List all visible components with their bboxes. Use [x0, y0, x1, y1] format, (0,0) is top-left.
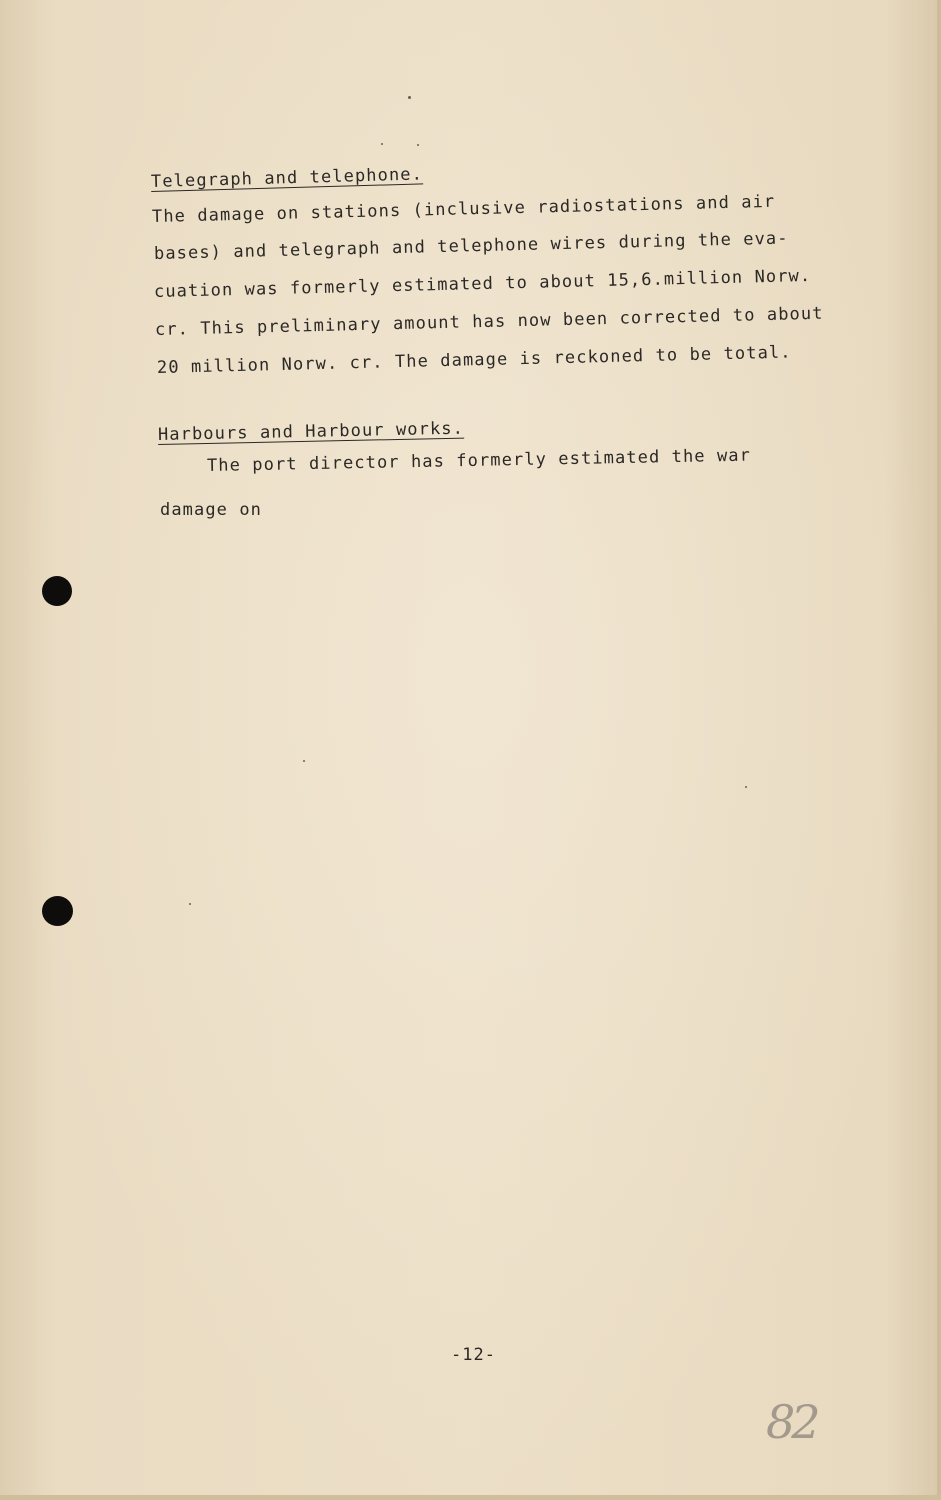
- section-heading-harbours: Harbours and Harbour works.: [157, 418, 465, 445]
- punch-hole-top: [42, 576, 72, 606]
- paper-speck: [303, 760, 305, 762]
- paper-speck: [417, 144, 419, 146]
- section-heading-telegraph: Telegraph and telephone.: [150, 164, 424, 192]
- paper-speck: [381, 143, 383, 145]
- body-line: The damage on stations (inclusive radiostations and air: [151, 191, 776, 227]
- paper-speck: [745, 786, 747, 788]
- paper-edge-bottom: [0, 1495, 941, 1500]
- body-line: The port director has formerly estimated the war: [206, 445, 752, 476]
- page-number: -12-: [451, 1345, 496, 1365]
- paper-speck: [408, 96, 411, 99]
- handwritten-page-annotation: 82: [766, 1395, 817, 1449]
- paper-speck: [189, 903, 191, 905]
- body-line: cuation was formerly estimated to about 15,6.million Norw.: [153, 265, 812, 302]
- body-line: 20 million Norw. cr. The damage is reckoned to be total.: [156, 342, 792, 378]
- punch-hole-bottom: [42, 896, 73, 926]
- paper-edge-right: [937, 0, 941, 1500]
- body-line: damage on: [160, 500, 263, 520]
- body-line: bases) and telegraph and telephone wires during the eva-: [153, 228, 789, 264]
- body-line: cr. This preliminary amount has now been corrected to about: [154, 303, 824, 340]
